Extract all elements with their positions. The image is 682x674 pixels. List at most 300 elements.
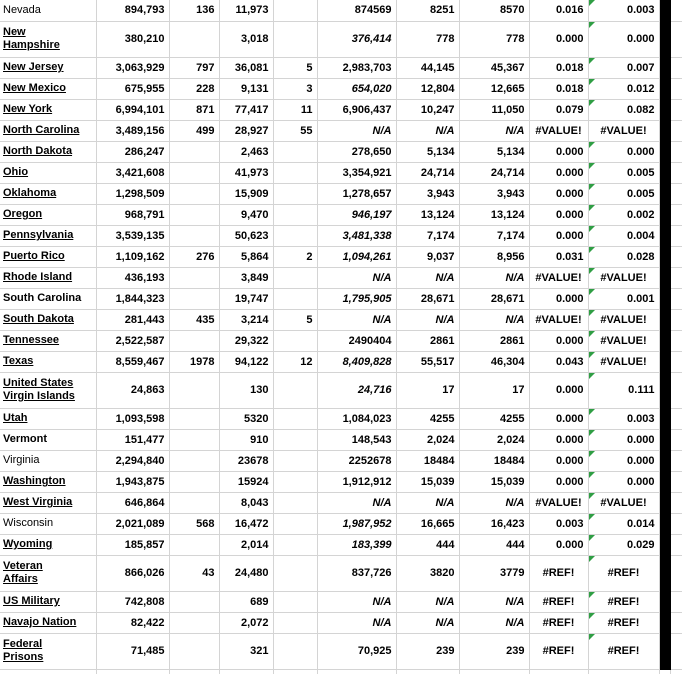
cell-j[interactable]: 0.028 [588, 246, 659, 267]
cell-d[interactable]: 3,849 [219, 267, 273, 288]
cell-i[interactable]: #REF! [529, 591, 588, 612]
cell-h[interactable]: 778 [459, 21, 529, 57]
cell-g[interactable]: N/A [396, 492, 459, 513]
cell-b[interactable]: 2,021,089 [96, 513, 169, 534]
cell-c[interactable] [169, 633, 219, 669]
cell-f[interactable]: 3,481,338 [317, 225, 396, 246]
cell-j[interactable]: 0.029 [588, 534, 659, 555]
cell-h[interactable]: 5,134 [459, 141, 529, 162]
cell-g[interactable]: 3,943 [396, 183, 459, 204]
cell-f[interactable]: 1,278,657 [317, 183, 396, 204]
cell-e[interactable] [273, 492, 317, 513]
cell-k-empty[interactable] [670, 612, 682, 633]
cell-f[interactable]: 874569 [317, 0, 396, 21]
cell-c[interactable] [169, 591, 219, 612]
cell-b[interactable]: 82,422 [96, 612, 169, 633]
cell-d[interactable]: 3,018 [219, 21, 273, 57]
empty-cell[interactable] [396, 669, 459, 674]
cell-i[interactable]: 0.018 [529, 78, 588, 99]
cell-k-empty[interactable] [670, 99, 682, 120]
cell-h[interactable]: N/A [459, 591, 529, 612]
cell-c[interactable] [169, 141, 219, 162]
cell-d[interactable]: 50,623 [219, 225, 273, 246]
cell-g[interactable]: 15,039 [396, 471, 459, 492]
cell-d[interactable]: 321 [219, 633, 273, 669]
cell-j[interactable]: #VALUE! [588, 330, 659, 351]
cell-h[interactable]: 11,050 [459, 99, 529, 120]
state-name-cell[interactable] [0, 408, 96, 429]
cell-k-empty[interactable] [670, 120, 682, 141]
empty-cell[interactable] [529, 669, 588, 674]
state-name-cell[interactable] [0, 78, 96, 99]
cell-d[interactable]: 11,973 [219, 0, 273, 21]
cell-b[interactable]: 71,485 [96, 633, 169, 669]
cell-k-empty[interactable] [670, 246, 682, 267]
cell-f[interactable]: 1,094,261 [317, 246, 396, 267]
cell-j[interactable]: #REF! [588, 612, 659, 633]
cell-i[interactable]: #VALUE! [529, 267, 588, 288]
cell-f[interactable]: 183,399 [317, 534, 396, 555]
cell-k-empty[interactable] [670, 288, 682, 309]
cell-k-empty[interactable] [670, 492, 682, 513]
cell-h[interactable]: 45,367 [459, 57, 529, 78]
cell-i[interactable]: #REF! [529, 612, 588, 633]
cell-c[interactable] [169, 429, 219, 450]
cell-b[interactable]: 1,844,323 [96, 288, 169, 309]
cell-e[interactable] [273, 372, 317, 408]
cell-b[interactable]: 1,298,509 [96, 183, 169, 204]
cell-f[interactable]: 946,197 [317, 204, 396, 225]
cell-f[interactable]: 8,409,828 [317, 351, 396, 372]
cell-h[interactable]: N/A [459, 612, 529, 633]
cell-e[interactable] [273, 591, 317, 612]
cell-i[interactable]: 0.000 [529, 21, 588, 57]
cell-i[interactable]: 0.000 [529, 429, 588, 450]
cell-b[interactable]: 185,857 [96, 534, 169, 555]
cell-c[interactable] [169, 225, 219, 246]
cell-i[interactable]: 0.016 [529, 0, 588, 21]
cell-g[interactable]: 239 [396, 633, 459, 669]
cell-b[interactable]: 675,955 [96, 78, 169, 99]
cell-f[interactable]: N/A [317, 492, 396, 513]
cell-i[interactable]: 0.000 [529, 330, 588, 351]
cell-h[interactable]: 8570 [459, 0, 529, 21]
cell-b[interactable]: 2,294,840 [96, 450, 169, 471]
cell-d[interactable]: 36,081 [219, 57, 273, 78]
cell-j[interactable]: 0.000 [588, 450, 659, 471]
cell-b[interactable]: 3,421,608 [96, 162, 169, 183]
cell-j[interactable]: #VALUE! [588, 267, 659, 288]
cell-e[interactable]: 55 [273, 120, 317, 141]
empty-cell[interactable] [273, 669, 317, 674]
state-name-cell[interactable] [0, 225, 96, 246]
cell-d[interactable]: 77,417 [219, 99, 273, 120]
cell-e[interactable] [273, 288, 317, 309]
cell-f[interactable]: 24,716 [317, 372, 396, 408]
cell-j[interactable]: 0.004 [588, 225, 659, 246]
cell-i[interactable]: 0.079 [529, 99, 588, 120]
cell-j[interactable]: #REF! [588, 555, 659, 591]
cell-c[interactable] [169, 450, 219, 471]
cell-k-empty[interactable] [670, 21, 682, 57]
cell-c[interactable] [169, 162, 219, 183]
cell-d[interactable]: 9,131 [219, 78, 273, 99]
cell-k-empty[interactable] [670, 267, 682, 288]
cell-j[interactable]: 0.082 [588, 99, 659, 120]
state-name-cell[interactable] [0, 513, 96, 534]
cell-e[interactable] [273, 0, 317, 21]
cell-j[interactable]: #VALUE! [588, 120, 659, 141]
cell-f[interactable]: 654,020 [317, 78, 396, 99]
cell-d[interactable]: 2,014 [219, 534, 273, 555]
cell-c[interactable] [169, 204, 219, 225]
cell-b[interactable]: 8,559,467 [96, 351, 169, 372]
cell-d[interactable]: 94,122 [219, 351, 273, 372]
cell-j[interactable]: #REF! [588, 591, 659, 612]
cell-j[interactable]: 0.003 [588, 408, 659, 429]
cell-h[interactable]: 8,956 [459, 246, 529, 267]
state-name-cell[interactable] [0, 183, 96, 204]
cell-h[interactable]: 16,423 [459, 513, 529, 534]
cell-h[interactable]: 13,124 [459, 204, 529, 225]
state-name-cell[interactable] [0, 57, 96, 78]
cell-c[interactable]: 871 [169, 99, 219, 120]
cell-k-empty[interactable] [670, 204, 682, 225]
cell-g[interactable]: 2861 [396, 330, 459, 351]
cell-g[interactable]: 55,517 [396, 351, 459, 372]
cell-h[interactable]: 18484 [459, 450, 529, 471]
cell-b[interactable]: 2,522,587 [96, 330, 169, 351]
cell-c[interactable] [169, 183, 219, 204]
cell-d[interactable]: 41,973 [219, 162, 273, 183]
cell-d[interactable]: 29,322 [219, 330, 273, 351]
state-name-cell[interactable] [0, 99, 96, 120]
cell-g[interactable]: 5,134 [396, 141, 459, 162]
cell-i[interactable]: #REF! [529, 633, 588, 669]
state-name-cell[interactable] [0, 429, 96, 450]
cell-g[interactable]: 8251 [396, 0, 459, 21]
state-name-cell[interactable] [0, 309, 96, 330]
cell-i[interactable]: 0.031 [529, 246, 588, 267]
state-name-cell[interactable] [0, 246, 96, 267]
state-name-cell[interactable] [0, 0, 96, 21]
cell-c[interactable] [169, 288, 219, 309]
cell-e[interactable] [273, 21, 317, 57]
cell-d[interactable]: 5320 [219, 408, 273, 429]
empty-cell[interactable] [459, 669, 529, 674]
cell-k-empty[interactable] [670, 162, 682, 183]
cell-c[interactable] [169, 471, 219, 492]
empty-cell[interactable] [670, 669, 682, 674]
cell-g[interactable]: 10,247 [396, 99, 459, 120]
cell-e[interactable] [273, 408, 317, 429]
cell-i[interactable]: 0.003 [529, 513, 588, 534]
cell-i[interactable]: 0.000 [529, 288, 588, 309]
cell-d[interactable]: 19,747 [219, 288, 273, 309]
cell-h[interactable]: 4255 [459, 408, 529, 429]
cell-h[interactable]: 239 [459, 633, 529, 669]
cell-g[interactable]: 17 [396, 372, 459, 408]
cell-e[interactable]: 11 [273, 99, 317, 120]
cell-c[interactable]: 43 [169, 555, 219, 591]
cell-k-empty[interactable] [670, 141, 682, 162]
cell-j[interactable]: 0.003 [588, 0, 659, 21]
state-name-cell[interactable] [0, 204, 96, 225]
cell-i[interactable]: 0.000 [529, 372, 588, 408]
state-name-cell[interactable] [0, 591, 96, 612]
cell-d[interactable]: 15924 [219, 471, 273, 492]
cell-d[interactable]: 16,472 [219, 513, 273, 534]
cell-j[interactable]: 0.000 [588, 429, 659, 450]
cell-k-empty[interactable] [670, 225, 682, 246]
cell-h[interactable]: N/A [459, 309, 529, 330]
cell-g[interactable]: N/A [396, 120, 459, 141]
cell-f[interactable]: N/A [317, 612, 396, 633]
empty-cell[interactable] [588, 669, 659, 674]
cell-i[interactable]: 0.000 [529, 141, 588, 162]
cell-i[interactable]: #REF! [529, 555, 588, 591]
cell-c[interactable] [169, 492, 219, 513]
cell-g[interactable]: 9,037 [396, 246, 459, 267]
empty-cell[interactable] [0, 669, 96, 674]
cell-i[interactable]: 0.000 [529, 225, 588, 246]
cell-c[interactable] [169, 534, 219, 555]
cell-b[interactable]: 1,943,875 [96, 471, 169, 492]
state-name-cell[interactable] [0, 288, 96, 309]
cell-k-empty[interactable] [670, 471, 682, 492]
cell-h[interactable]: 28,671 [459, 288, 529, 309]
cell-c[interactable] [169, 21, 219, 57]
cell-g[interactable]: 444 [396, 534, 459, 555]
cell-i[interactable]: 0.018 [529, 57, 588, 78]
cell-e[interactable] [273, 204, 317, 225]
cell-e[interactable] [273, 555, 317, 591]
cell-f[interactable]: 148,543 [317, 429, 396, 450]
state-name-cell[interactable] [0, 330, 96, 351]
cell-i[interactable]: #VALUE! [529, 492, 588, 513]
cell-e[interactable] [273, 612, 317, 633]
cell-k-empty[interactable] [670, 309, 682, 330]
cell-f[interactable]: 70,925 [317, 633, 396, 669]
state-name-cell[interactable] [0, 612, 96, 633]
cell-j[interactable]: 0.002 [588, 204, 659, 225]
cell-b[interactable]: 646,864 [96, 492, 169, 513]
cell-c[interactable]: 1978 [169, 351, 219, 372]
cell-h[interactable]: 3,943 [459, 183, 529, 204]
state-name-cell[interactable] [0, 372, 96, 408]
cell-e[interactable]: 2 [273, 246, 317, 267]
cell-k-empty[interactable] [670, 555, 682, 591]
cell-b[interactable]: 24,863 [96, 372, 169, 408]
cell-e[interactable] [273, 471, 317, 492]
cell-b[interactable]: 3,539,135 [96, 225, 169, 246]
cell-h[interactable]: 7,174 [459, 225, 529, 246]
cell-c[interactable] [169, 372, 219, 408]
cell-f[interactable]: N/A [317, 309, 396, 330]
cell-k-empty[interactable] [670, 591, 682, 612]
cell-k-empty[interactable] [670, 429, 682, 450]
cell-i[interactable]: #VALUE! [529, 309, 588, 330]
cell-g[interactable]: 4255 [396, 408, 459, 429]
cell-h[interactable]: 17 [459, 372, 529, 408]
cell-e[interactable] [273, 267, 317, 288]
cell-b[interactable]: 436,193 [96, 267, 169, 288]
cell-c[interactable]: 136 [169, 0, 219, 21]
cell-g[interactable]: 18484 [396, 450, 459, 471]
cell-f[interactable]: 3,354,921 [317, 162, 396, 183]
cell-j[interactable]: 0.001 [588, 288, 659, 309]
cell-f[interactable]: 1,987,952 [317, 513, 396, 534]
cell-k-empty[interactable] [670, 330, 682, 351]
cell-e[interactable] [273, 429, 317, 450]
cell-g[interactable]: N/A [396, 612, 459, 633]
empty-cell[interactable] [317, 669, 396, 674]
cell-f[interactable]: 837,726 [317, 555, 396, 591]
cell-j[interactable]: #VALUE! [588, 351, 659, 372]
cell-c[interactable] [169, 267, 219, 288]
cell-j[interactable]: 0.012 [588, 78, 659, 99]
cell-b[interactable]: 286,247 [96, 141, 169, 162]
cell-b[interactable]: 151,477 [96, 429, 169, 450]
cell-k-empty[interactable] [670, 183, 682, 204]
cell-f[interactable]: 278,650 [317, 141, 396, 162]
state-name-cell[interactable] [0, 471, 96, 492]
cell-g[interactable]: 44,145 [396, 57, 459, 78]
cell-c[interactable]: 276 [169, 246, 219, 267]
empty-cell[interactable] [96, 669, 169, 674]
cell-h[interactable]: 444 [459, 534, 529, 555]
cell-i[interactable]: 0.000 [529, 534, 588, 555]
cell-f[interactable]: 376,414 [317, 21, 396, 57]
cell-e[interactable]: 12 [273, 351, 317, 372]
cell-i[interactable]: #VALUE! [529, 120, 588, 141]
cell-k-empty[interactable] [670, 0, 682, 21]
cell-h[interactable]: 15,039 [459, 471, 529, 492]
state-name-cell[interactable] [0, 21, 96, 57]
cell-g[interactable]: 16,665 [396, 513, 459, 534]
state-name-cell[interactable] [0, 534, 96, 555]
cell-e[interactable] [273, 534, 317, 555]
cell-j[interactable]: 0.007 [588, 57, 659, 78]
cell-c[interactable] [169, 330, 219, 351]
cell-d[interactable]: 2,072 [219, 612, 273, 633]
cell-f[interactable]: N/A [317, 591, 396, 612]
cell-d[interactable]: 130 [219, 372, 273, 408]
cell-c[interactable]: 797 [169, 57, 219, 78]
state-name-cell[interactable] [0, 633, 96, 669]
cell-g[interactable]: 778 [396, 21, 459, 57]
cell-j[interactable]: 0.005 [588, 183, 659, 204]
cell-f[interactable]: 2,983,703 [317, 57, 396, 78]
cell-b[interactable]: 3,489,156 [96, 120, 169, 141]
cell-h[interactable]: 3779 [459, 555, 529, 591]
cell-b[interactable]: 3,063,929 [96, 57, 169, 78]
cell-i[interactable]: 0.000 [529, 450, 588, 471]
cell-b[interactable]: 742,808 [96, 591, 169, 612]
cell-i[interactable]: 0.000 [529, 471, 588, 492]
cell-d[interactable]: 24,480 [219, 555, 273, 591]
state-name-cell[interactable] [0, 162, 96, 183]
cell-h[interactable]: N/A [459, 267, 529, 288]
cell-g[interactable]: N/A [396, 267, 459, 288]
cell-b[interactable]: 380,210 [96, 21, 169, 57]
cell-j[interactable]: 0.000 [588, 21, 659, 57]
cell-k-empty[interactable] [670, 78, 682, 99]
cell-k-empty[interactable] [670, 534, 682, 555]
cell-h[interactable]: 2,024 [459, 429, 529, 450]
state-name-cell[interactable] [0, 351, 96, 372]
cell-d[interactable]: 9,470 [219, 204, 273, 225]
cell-e[interactable] [273, 162, 317, 183]
cell-d[interactable]: 910 [219, 429, 273, 450]
cell-k-empty[interactable] [670, 513, 682, 534]
cell-f[interactable]: N/A [317, 120, 396, 141]
cell-i[interactable]: 0.043 [529, 351, 588, 372]
cell-h[interactable]: N/A [459, 492, 529, 513]
cell-f[interactable]: 1,912,912 [317, 471, 396, 492]
cell-e[interactable] [273, 513, 317, 534]
cell-f[interactable]: 6,906,437 [317, 99, 396, 120]
cell-j[interactable]: 0.000 [588, 141, 659, 162]
cell-e[interactable]: 5 [273, 57, 317, 78]
cell-e[interactable]: 3 [273, 78, 317, 99]
cell-e[interactable] [273, 330, 317, 351]
cell-g[interactable]: 7,174 [396, 225, 459, 246]
cell-e[interactable] [273, 225, 317, 246]
cell-d[interactable]: 2,463 [219, 141, 273, 162]
cell-b[interactable]: 281,443 [96, 309, 169, 330]
empty-cell[interactable] [169, 669, 219, 674]
cell-j[interactable]: 0.005 [588, 162, 659, 183]
cell-d[interactable]: 689 [219, 591, 273, 612]
cell-f[interactable]: 2252678 [317, 450, 396, 471]
state-name-cell[interactable] [0, 555, 96, 591]
cell-i[interactable]: 0.000 [529, 183, 588, 204]
cell-g[interactable]: 24,714 [396, 162, 459, 183]
cell-k-empty[interactable] [670, 372, 682, 408]
cell-k-empty[interactable] [670, 450, 682, 471]
state-name-cell[interactable] [0, 141, 96, 162]
cell-b[interactable]: 6,994,101 [96, 99, 169, 120]
cell-d[interactable]: 3,214 [219, 309, 273, 330]
cell-g[interactable]: 13,124 [396, 204, 459, 225]
cell-b[interactable]: 866,026 [96, 555, 169, 591]
cell-j[interactable]: #REF! [588, 633, 659, 669]
cell-c[interactable]: 499 [169, 120, 219, 141]
cell-k-empty[interactable] [670, 351, 682, 372]
cell-c[interactable] [169, 408, 219, 429]
state-name-cell[interactable] [0, 450, 96, 471]
cell-j[interactable]: #VALUE! [588, 492, 659, 513]
cell-k-empty[interactable] [670, 408, 682, 429]
cell-f[interactable]: 2490404 [317, 330, 396, 351]
cell-e[interactable] [273, 633, 317, 669]
cell-i[interactable]: 0.000 [529, 204, 588, 225]
cell-i[interactable]: 0.000 [529, 408, 588, 429]
cell-i[interactable]: 0.000 [529, 162, 588, 183]
state-name-cell[interactable] [0, 120, 96, 141]
cell-f[interactable]: N/A [317, 267, 396, 288]
cell-d[interactable]: 8,043 [219, 492, 273, 513]
cell-c[interactable]: 435 [169, 309, 219, 330]
cell-g[interactable]: 28,671 [396, 288, 459, 309]
cell-g[interactable]: 2,024 [396, 429, 459, 450]
cell-c[interactable]: 568 [169, 513, 219, 534]
cell-b[interactable]: 1,109,162 [96, 246, 169, 267]
cell-e[interactable] [273, 183, 317, 204]
cell-g[interactable]: 12,804 [396, 78, 459, 99]
cell-k-empty[interactable] [670, 57, 682, 78]
